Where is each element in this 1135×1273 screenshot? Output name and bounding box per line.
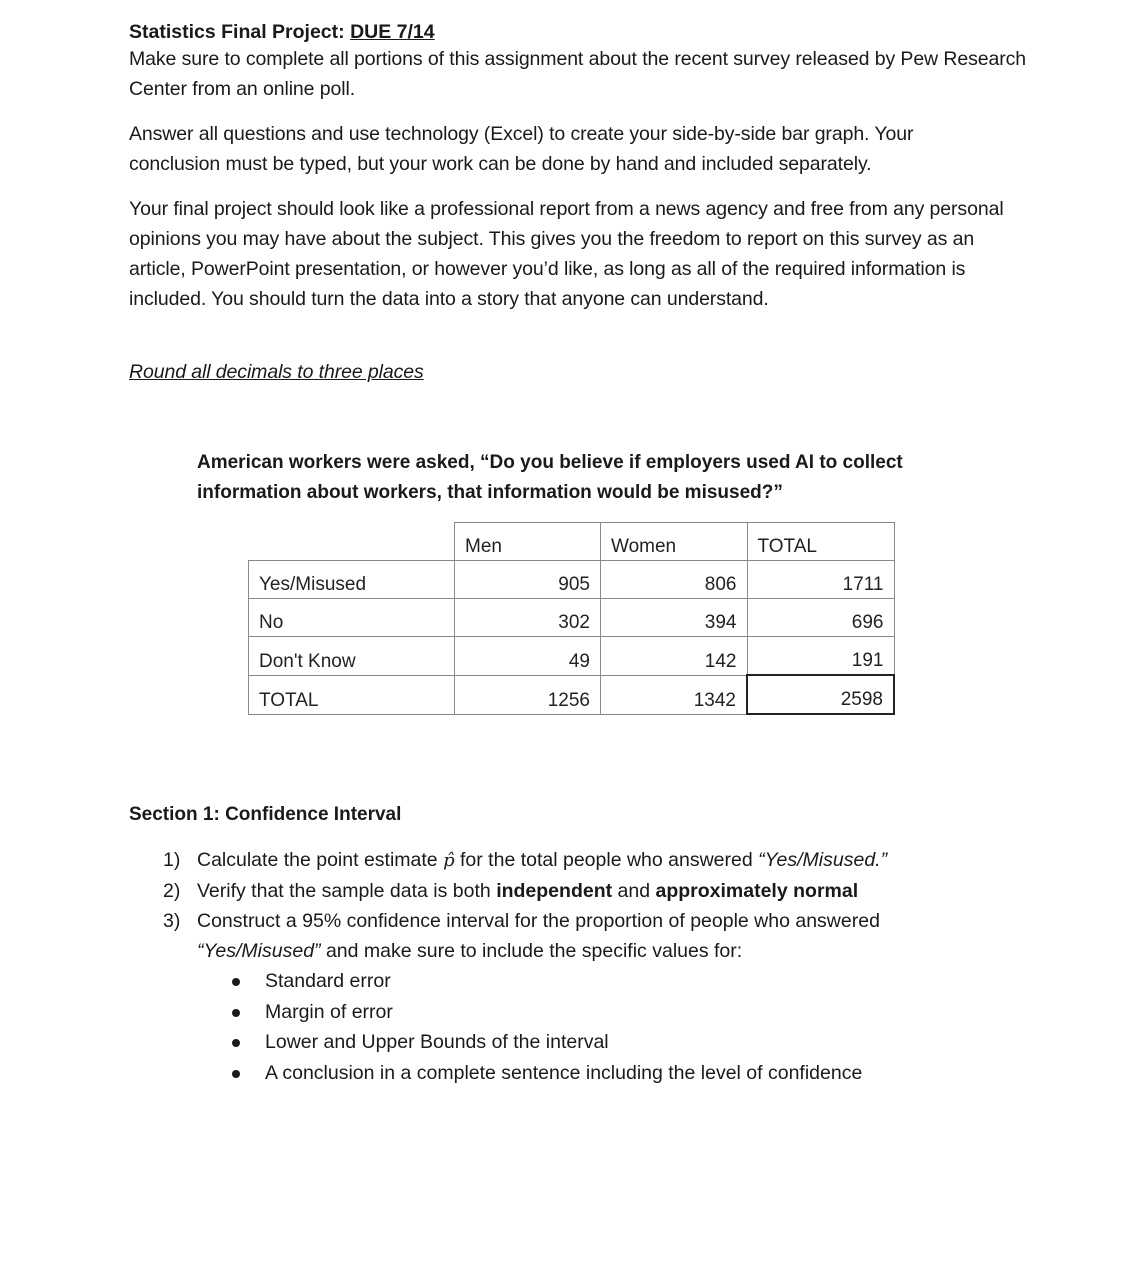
list-item xyxy=(232,1058,862,1089)
question-text: Verify that the sample data is both xyxy=(197,880,497,902)
intro-paragraph: Make sure to complete all portions of this assignment about the recent survey released by Pew Research Center from an online poll. xyxy=(129,48,1027,100)
corner-cell xyxy=(249,523,455,561)
table-total-row xyxy=(249,675,895,714)
cell: 806 xyxy=(601,561,748,599)
table-header-row xyxy=(249,523,895,561)
row-label: TOTAL xyxy=(249,675,455,714)
requirements-list xyxy=(232,966,862,1088)
bullet-icon xyxy=(232,1009,240,1017)
list-item xyxy=(232,997,862,1028)
question-number: 1) xyxy=(163,849,181,871)
row-label: Yes/Misused xyxy=(249,561,455,599)
question-item xyxy=(163,876,963,906)
bullet-text: Standard error xyxy=(265,970,391,992)
bullet-icon xyxy=(232,1039,240,1047)
question-item xyxy=(163,845,963,876)
bullet-icon xyxy=(232,978,240,986)
survey-data-table xyxy=(248,522,895,715)
question-number: 3) xyxy=(163,910,181,932)
keyword-independent: independent xyxy=(496,880,613,902)
bullet-text: Lower and Upper Bounds of the interval xyxy=(265,1031,609,1053)
title-prefix: Statistics Final Project: xyxy=(129,21,351,43)
column-header: Men xyxy=(455,523,601,561)
due-date: DUE 7/14 xyxy=(350,21,435,43)
row-label: No xyxy=(249,599,455,637)
keyword-normal: approximately normal xyxy=(655,880,859,902)
report-guidelines-paragraph: Your final project should look like a professional report from a news agency and free from any personal opinions you may have about the subject. This gives you the freedom to report on this survey as an article, PowerPoint presentation, or however you’d like, as long as all of the required information is included. You should turn the data into a story that anyone can understand. xyxy=(129,198,1004,310)
cell: 142 xyxy=(601,637,748,676)
cell: 191 xyxy=(747,637,894,676)
question-text: Calculate the point estimate xyxy=(197,849,444,871)
table-row xyxy=(249,637,895,676)
instructions-paragraph: Answer all questions and use technology (Excel) to create your side-by-side bar graph. Your conclusion must be typed, but your work can be done by hand and included separately. xyxy=(129,123,914,175)
column-header: TOTAL xyxy=(747,523,894,561)
cell: 696 xyxy=(747,599,894,637)
question-text: and xyxy=(612,880,656,902)
question-number: 2) xyxy=(163,880,181,902)
document-title xyxy=(129,17,435,47)
survey-question: American workers were asked, “Do you believe if employers used AI to collect information about workers, that information would be misused?” xyxy=(197,452,903,503)
cell: 1342 xyxy=(601,675,748,714)
question-text: Construct a 95% confidence interval for the proportion of people who answered xyxy=(197,910,880,932)
cell: 1711 xyxy=(747,561,894,599)
bullet-text: Margin of error xyxy=(265,1000,393,1023)
list-item xyxy=(232,966,862,997)
question-text: and make sure to include the specific values for: xyxy=(320,940,743,962)
p-hat-symbol: p̂ xyxy=(443,850,455,871)
table-row xyxy=(249,599,895,637)
bullet-icon xyxy=(232,1070,240,1078)
section-heading: Section 1: Confidence Interval xyxy=(129,804,402,825)
row-label: Don't Know xyxy=(249,637,455,676)
cell: 905 xyxy=(455,561,601,599)
column-header: Women xyxy=(601,523,748,561)
cell: 49 xyxy=(455,637,601,676)
list-item xyxy=(232,1027,862,1058)
bullet-text: A conclusion in a complete sentence including the level of confidence xyxy=(265,1061,863,1084)
answer-label: “Yes/Misused” xyxy=(197,940,321,962)
grand-total-cell: 2598 xyxy=(747,675,894,714)
answer-label: “Yes/Misused.” xyxy=(758,849,888,871)
question-text: for the total people who answered xyxy=(454,849,759,871)
question-list xyxy=(163,845,963,966)
cell: 302 xyxy=(455,599,601,637)
question-item xyxy=(163,906,963,966)
cell: 1256 xyxy=(455,675,601,714)
table-row xyxy=(249,561,895,599)
cell: 394 xyxy=(601,599,748,637)
rounding-note: Round all decimals to three places xyxy=(129,361,424,383)
